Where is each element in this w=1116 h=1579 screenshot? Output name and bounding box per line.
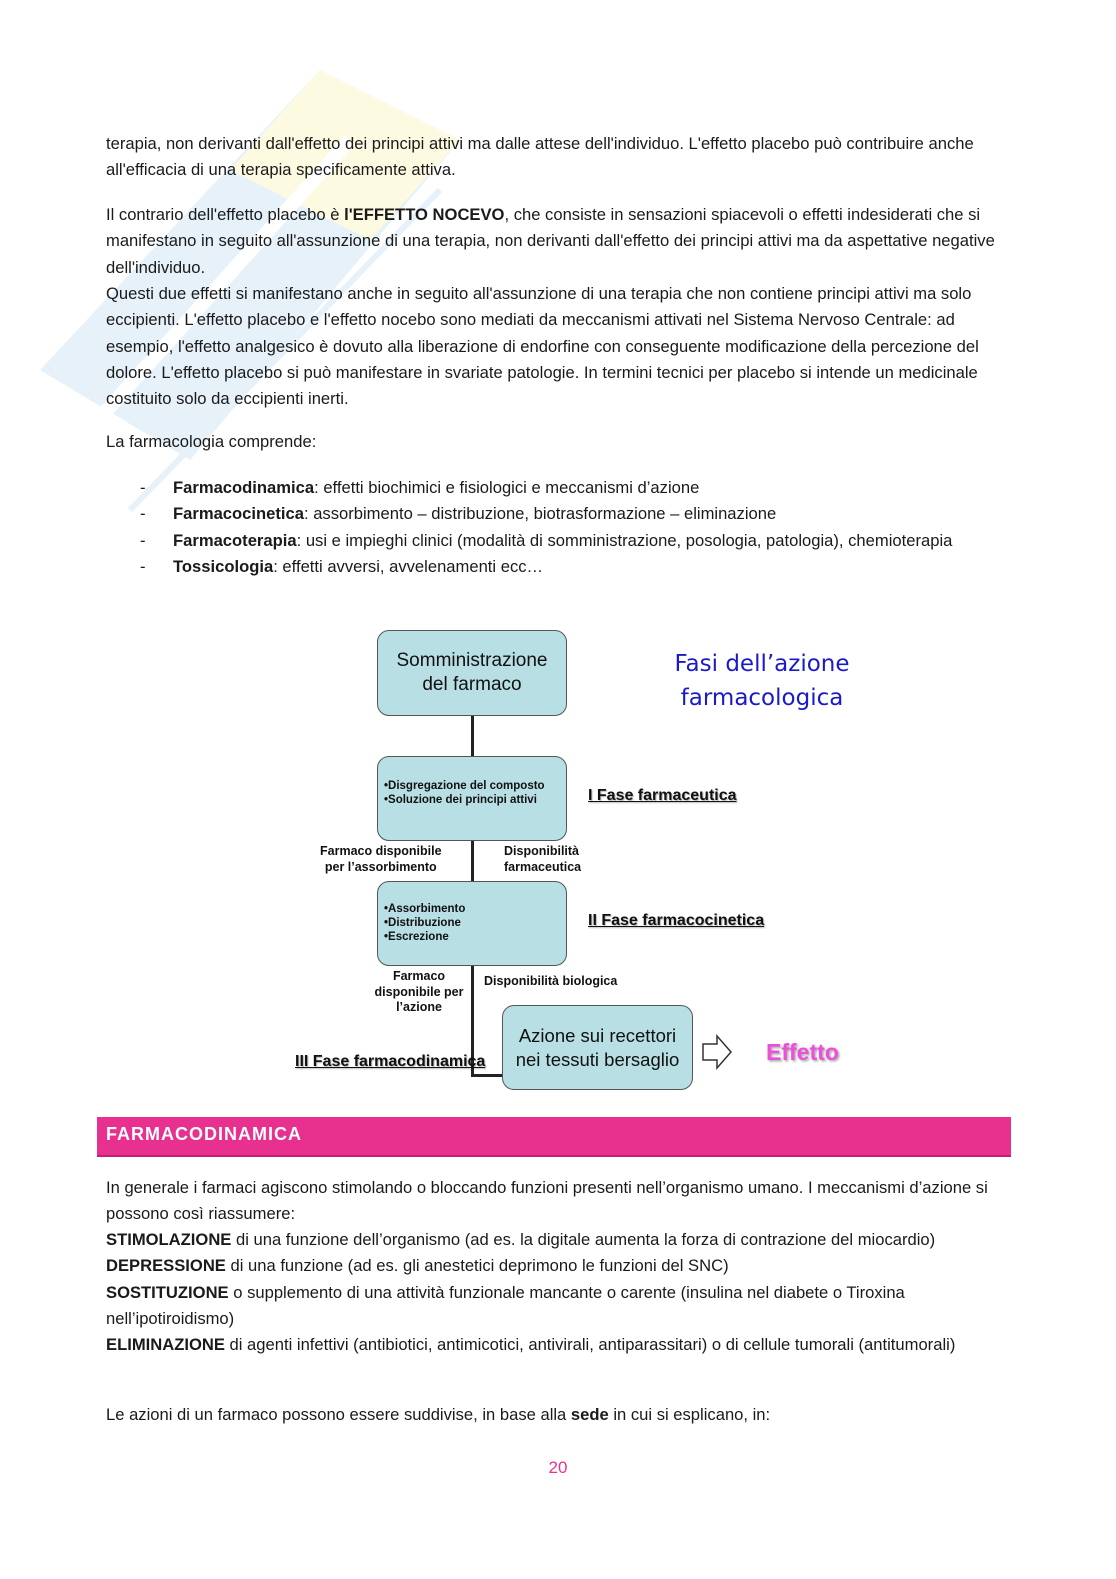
section-header bbox=[97, 1117, 1011, 1157]
box1-line1: Somministrazione bbox=[396, 650, 548, 671]
list-term: Farmacodinamica bbox=[173, 478, 315, 497]
mechanism-desc: di agenti infettivi (antibiotici, antimicotici, antivirali, antiparassitari) o di cellule tumorali (antitumorali) bbox=[224, 1335, 956, 1355]
list-term: Farmacoterapia bbox=[173, 530, 297, 550]
list-item bbox=[106, 528, 1011, 554]
mechanism-term: DEPRESSIONE bbox=[106, 1256, 226, 1276]
label-farmaco-azione: Farmaco disponibile per l’azione bbox=[374, 969, 464, 1014]
box3-item: •Escrezione bbox=[384, 931, 449, 943]
sede-term: sede bbox=[570, 1405, 609, 1424]
box2-item: •Disgregazione del composto bbox=[384, 780, 545, 792]
box2-item: •Soluzione dei principi attivi bbox=[384, 794, 537, 806]
body-paragraph-last: Le azioni di un farmaco possono essere suddivise, in base alla sede in cui si esplicano, in: bbox=[106, 1405, 771, 1424]
list-dash: - bbox=[140, 504, 146, 524]
label-farmaco-assorbimento: Farmaco disponibile per l’assorbimento bbox=[320, 844, 442, 874]
para2-start: Il contrario dell'effetto placebo è bbox=[106, 205, 345, 224]
box-somministrazione bbox=[377, 630, 567, 716]
list-dash: - bbox=[140, 556, 146, 576]
box-fase-farmaceutica bbox=[377, 756, 567, 841]
list-term: Farmacocinetica bbox=[173, 504, 304, 524]
box3-item: •Assorbimento bbox=[384, 903, 466, 915]
connector-line bbox=[471, 840, 474, 882]
list-term: Tossicologia bbox=[173, 556, 274, 576]
intro-paragraph-1: terapia, non derivanti dall'effetto dei principi attivi ma dalle attese dell'individuo. L'effetto placebo può contribuire anche all'efficacia di una terapia specificamente attiva. bbox=[106, 134, 974, 180]
mechanism-term: STIMOLAZIONE bbox=[106, 1230, 232, 1249]
label-disponibilita-farmaceutica: Disponibilità farmaceutica bbox=[504, 844, 582, 874]
pharmacology-list bbox=[106, 475, 1011, 580]
title-line2: farmacologica bbox=[680, 685, 844, 711]
list-desc: : usi e impieghi clinici (modalità di somministrazione, posologia, patologia), chemioterapia bbox=[296, 530, 953, 550]
mechanism-term: SOSTITUZIONE bbox=[106, 1282, 229, 1302]
para2-end: , che consiste in sensazioni spiacevoli o effetti indesiderati che si manifestano in seguito all'assunzione di una terapia, non derivanti dall'effetto dei principi attivi ma da aspettative negative dell'individuo. bbox=[106, 205, 995, 277]
arrow-right-icon bbox=[701, 1033, 733, 1071]
list-dash: - bbox=[140, 478, 146, 497]
intro-paragraph-2 bbox=[106, 202, 1011, 281]
box-fase-farmacocinetica bbox=[377, 881, 567, 966]
connector-line bbox=[471, 1074, 503, 1077]
list-dash: - bbox=[140, 530, 146, 550]
mechanism-term: ELIMINAZIONE bbox=[106, 1335, 225, 1355]
mechanisms-block bbox=[106, 1227, 1011, 1358]
intro-paragraph-4: La farmacologia comprende: bbox=[106, 432, 317, 451]
effetto-label: Effetto bbox=[766, 1039, 839, 1065]
connector-line bbox=[471, 715, 474, 757]
phase-2-label: II Fase farmacocinetica bbox=[588, 912, 765, 929]
phase-1-label: I Fase farmaceutica bbox=[588, 787, 737, 804]
effetto-nocevo-term: l'EFFETTO NOCEVO bbox=[344, 205, 505, 224]
mechanism-desc: o supplemento di una attività funzionale mancante o carente (insulina nel diabete o Tiroxina nell’ipotiroidismo) bbox=[106, 1282, 905, 1328]
page-number: 20 bbox=[548, 1458, 568, 1477]
body-paragraph-1: In generale i farmaci agiscono stimolando o bloccando funzioni presenti nell’organismo umano. I meccanismi d’azione si possono così riassumere: bbox=[106, 1178, 988, 1224]
phase-3-label: III Fase farmacodinamica bbox=[295, 1053, 486, 1070]
pharmacology-phases-diagram bbox=[290, 625, 880, 1100]
label-disponibilita-biologica: Disponibilità biologica bbox=[484, 974, 618, 988]
list-item bbox=[106, 501, 1011, 527]
list-item bbox=[106, 554, 1011, 580]
mechanism-desc: di una funzione (ad es. gli anestetici deprimono le funzioni del SNC) bbox=[225, 1256, 729, 1276]
title-line1: Fasi dell’azione bbox=[674, 651, 850, 677]
list-desc: : effetti biochimici e fisiologici e meccanismi d’azione bbox=[314, 478, 700, 497]
box3-item: •Distribuzione bbox=[384, 917, 461, 929]
list-desc: : effetti avversi, avvelenamenti ecc… bbox=[273, 556, 544, 576]
list-desc: : assorbimento – distribuzione, biotrasformazione – eliminazione bbox=[303, 504, 777, 524]
mechanism-desc: di una funzione dell’organismo (ad es. la digitale aumenta la forza di contrazione del miocardio) bbox=[231, 1230, 936, 1249]
intro-paragraph-3: Questi due effetti si manifestano anche in seguito all'assunzione di una terapia che non contiene principi attivi ma solo eccipienti. L'effetto placebo e l'effetto nocebo sono mediati da meccanismi attivati nel Sistema Nervoso Centrale: ad esempio, l'effetto analgesico è dovuto alla liberazione di endorfine con conseguente modificazione della percezione del dolore. L'effetto placebo si può manifestare in svariate patologie. In termini tecnici per placebo si intende un medicinale costituito solo da eccipienti inerti. bbox=[106, 284, 979, 409]
box-azione-recettori: Azione sui recettori nei tessuti bersaglio bbox=[502, 1005, 693, 1090]
diagram-title bbox=[662, 647, 862, 715]
section-title: FARMACODINAMICA bbox=[106, 1124, 302, 1144]
list-item bbox=[106, 475, 1011, 501]
box1-line2: del farmaco bbox=[422, 674, 522, 695]
